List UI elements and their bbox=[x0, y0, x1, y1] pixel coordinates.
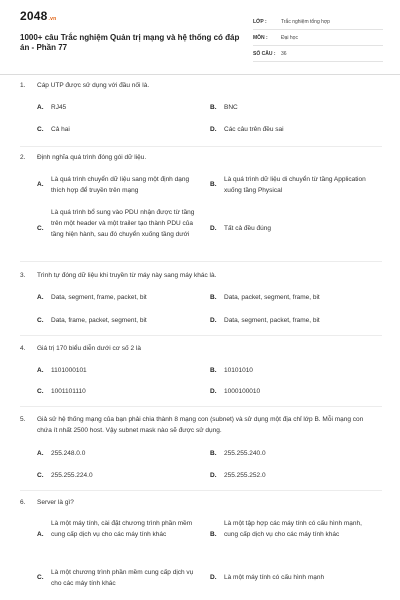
option-letter: B. bbox=[210, 294, 217, 301]
option-letter: B. bbox=[210, 450, 217, 457]
option-text: Là quá trình chuyển dữ liệu sang một định dạng thích hợp để truyền trên mạng bbox=[51, 176, 190, 194]
option-text: RJ45 bbox=[51, 104, 67, 111]
meta-table bbox=[253, 14, 383, 62]
option-text: 255.255.240.0 bbox=[224, 450, 266, 457]
option-letter: C. bbox=[37, 126, 44, 133]
option-text: BNC bbox=[224, 104, 238, 111]
logo-tld: .vn bbox=[48, 16, 57, 22]
option-letter: B. bbox=[210, 531, 217, 538]
question-number: 3. bbox=[20, 272, 26, 279]
question-text: Trình tự đóng dữ liệu khi truyền từ máy này sang máy khác là. bbox=[37, 272, 217, 279]
option-letter: A. bbox=[37, 367, 44, 374]
meta-row-class bbox=[253, 14, 383, 30]
option-letter: B. bbox=[210, 367, 217, 374]
option-letter: D. bbox=[210, 126, 217, 133]
option-text: Data, packet, segment, frame, bit bbox=[224, 294, 320, 301]
option-letter: A. bbox=[37, 294, 44, 301]
option-letter: C. bbox=[37, 317, 44, 324]
question-text: Định nghĩa quá trình đóng gói dữ liệu. bbox=[37, 154, 147, 161]
question-text: Server là gì? bbox=[37, 499, 74, 506]
option-letter: D. bbox=[210, 472, 217, 479]
option-text: Là một máy tính, cài đặt chương trình phần mềm cung cấp dịch vụ cho các máy tính khác bbox=[51, 520, 193, 538]
meta-value: Trắc nghiệm tổng hợp bbox=[281, 18, 330, 25]
meta-key: LỚP : bbox=[253, 18, 267, 25]
meta-value: Đại học bbox=[281, 34, 298, 41]
divider bbox=[20, 335, 382, 336]
option-text: Là quá trình bổ sung vào PDU nhận được từ tầng trên một header và một trailer tạo thành PDU của tầng hiện hành, sau đó chuyển xuống tầng dưới bbox=[51, 209, 195, 238]
header bbox=[0, 0, 400, 68]
question-text: Cáp UTP được sử dụng với đầu nối là. bbox=[37, 82, 150, 89]
question-number: 2. bbox=[20, 154, 26, 161]
option-letter: D. bbox=[210, 317, 217, 324]
meta-key: MÔN : bbox=[253, 34, 268, 41]
option-letter: C. bbox=[37, 472, 44, 479]
option-letter: A. bbox=[37, 181, 44, 188]
site-logo[interactable] bbox=[20, 9, 56, 23]
option-text: Data, segment, packet, frame, bit bbox=[224, 317, 320, 324]
question-text: Giá trị 170 biểu diễn dưới cơ số 2 là bbox=[37, 345, 141, 352]
divider bbox=[20, 146, 382, 147]
option-text: Là một tập hợp các máy tính có cấu hình mạnh, cung cấp dịch vụ cho các máy tính khác bbox=[224, 520, 362, 538]
option-letter: A. bbox=[37, 104, 44, 111]
meta-value: 36 bbox=[281, 50, 287, 57]
header-divider bbox=[0, 74, 400, 75]
option-text: 1101000101 bbox=[51, 367, 87, 374]
page-title: 1000+ câu Trắc nghiệm Quản trị mạng và hệ thống có đáp án - Phần 77 bbox=[20, 33, 240, 52]
option-letter: C. bbox=[37, 388, 44, 395]
option-text: 1000100010 bbox=[224, 388, 261, 395]
question-number: 1. bbox=[20, 82, 26, 89]
option-text: 255.248.0.0 bbox=[51, 450, 86, 457]
option-letter: C. bbox=[37, 225, 44, 232]
option-letter: A. bbox=[37, 450, 44, 457]
option-letter: D. bbox=[210, 225, 217, 232]
question-number: 6. bbox=[20, 499, 26, 506]
option-letter: B. bbox=[210, 104, 217, 111]
question-number: 4. bbox=[20, 345, 26, 352]
option-letter: D. bbox=[210, 574, 217, 581]
option-text: Các câu trên đều sai bbox=[224, 126, 284, 133]
option-text: Tất cả đều đúng bbox=[224, 225, 271, 232]
option-text: Data, segment, frame, packet, bit bbox=[51, 294, 147, 301]
option-letter: C. bbox=[37, 574, 44, 581]
option-letter: D. bbox=[210, 388, 217, 395]
question-text: Giả sử hệ thống mạng của bạn phải chia thành 8 mạng con (subnet) và sử dụng một địa chỉ lớp B. Mỗi mạng con chứa ít nhất 2500 host. Vậy subnet mask nào sẽ được sử dụng. bbox=[37, 416, 364, 434]
option-letter: B. bbox=[210, 181, 217, 188]
option-text: 1001101110 bbox=[51, 388, 86, 395]
meta-row-count bbox=[253, 46, 383, 62]
meta-key: SỐ CÂU : bbox=[253, 50, 276, 57]
option-text: Data, frame, packet, segment, bit bbox=[51, 317, 147, 324]
divider bbox=[20, 406, 382, 407]
logo-text: 2048 bbox=[20, 9, 48, 23]
divider bbox=[20, 490, 382, 491]
question-number: 5. bbox=[20, 416, 26, 423]
option-text: 255.255.252.0 bbox=[224, 472, 266, 479]
option-letter: A. bbox=[37, 531, 44, 538]
option-text: 10101010 bbox=[224, 367, 253, 374]
option-text: Là quá trình dữ liệu di chuyển từ tầng Application xuống tầng Physical bbox=[224, 176, 366, 194]
option-text: 255.255.224.0 bbox=[51, 472, 93, 479]
option-text: Là một chương trình phần mềm cung cấp dịch vụ cho các máy tính khác bbox=[51, 569, 194, 587]
option-text: Cả hai bbox=[51, 126, 70, 133]
meta-row-subject bbox=[253, 30, 383, 46]
option-text: Là một máy tính có cấu hình mạnh bbox=[224, 574, 325, 581]
divider bbox=[20, 261, 382, 262]
